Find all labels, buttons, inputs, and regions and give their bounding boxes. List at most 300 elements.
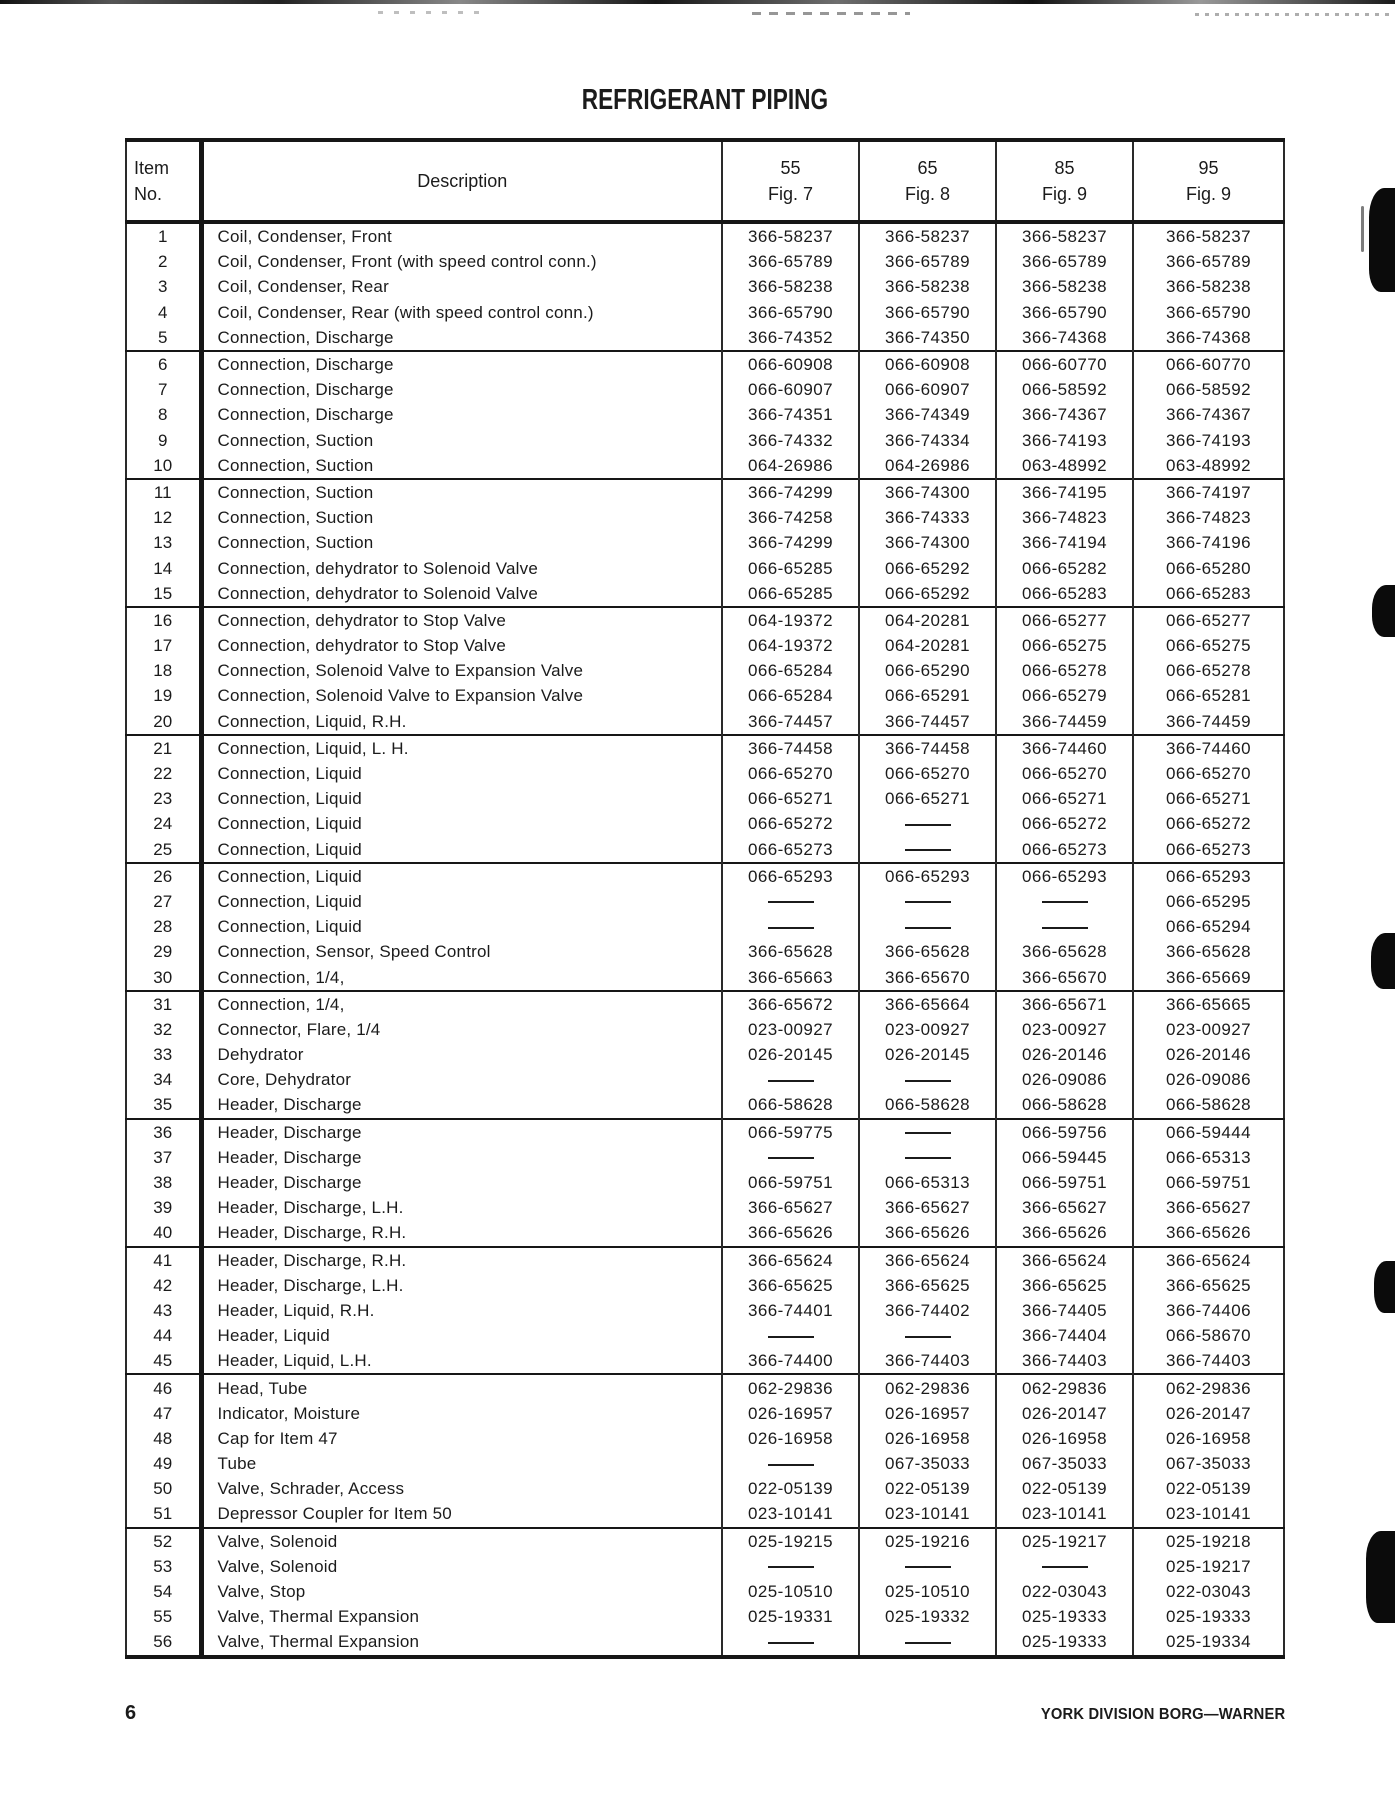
title-row (125, 84, 1285, 117)
scan-dots-artifact (752, 12, 910, 15)
table-row (126, 863, 1284, 889)
description-cell: Coil, Condenser, Rear (with speed control conn.) (201, 300, 722, 325)
part-number-cell: 366-74299 (722, 530, 859, 555)
table-row (126, 377, 1284, 402)
item-no-cell: 21 (126, 735, 201, 761)
part-number-cell: 366-74351 (722, 402, 859, 427)
item-no-cell: 30 (126, 964, 201, 990)
scan-edge-artifact (0, 0, 1395, 4)
part-number-cell: 066-60907 (859, 377, 996, 402)
part-number-cell (996, 914, 1133, 939)
part-number-cell: 366-65626 (996, 1220, 1133, 1246)
part-number-cell (722, 1067, 859, 1092)
part-number-cell: 066-58592 (1166, 380, 1251, 400)
item-no-cell: 43 (126, 1298, 201, 1323)
not-applicable-dash (905, 849, 951, 851)
part-number-cell: 366-74823 (1166, 508, 1251, 528)
part-number-cell: 366-65624 (722, 1247, 859, 1273)
table-row (126, 1042, 1284, 1067)
table-header (126, 140, 1284, 222)
part-number-cell: 067-35033 (996, 1451, 1133, 1476)
description-cell: Header, Discharge, R.H. (201, 1247, 722, 1273)
table-row (126, 1629, 1284, 1656)
part-number-cell: 066-60770 (1133, 351, 1284, 377)
part-number-cell: 366-74332 (722, 428, 859, 453)
part-number-cell: 026-20147 (1166, 1403, 1251, 1423)
part-number-cell: 066-65284 (722, 658, 859, 683)
part-number-cell: 366-58237 (722, 222, 859, 249)
model-fig: Fig. 8 (904, 184, 951, 204)
table-row (126, 939, 1284, 964)
part-number-cell: 366-58237 (996, 222, 1133, 249)
model-fig: Fig. 9 (1185, 184, 1232, 204)
item-no-cell: 28 (126, 914, 201, 939)
part-number-cell: 067-35033 (859, 1451, 996, 1476)
part-number-cell: 066-58670 (1166, 1326, 1251, 1346)
part-number-cell (722, 1554, 859, 1579)
description-cell: Valve, Stop (201, 1579, 722, 1604)
part-number-cell: 366-65626 (859, 1220, 996, 1246)
description-cell: Core, Dehydrator (201, 1067, 722, 1092)
part-number-cell: 066-65295 (1166, 891, 1251, 911)
not-applicable-dash (768, 1464, 814, 1466)
model-fig: Fig. 7 (767, 184, 814, 204)
part-number-cell: 066-65282 (996, 555, 1133, 580)
table-row (126, 402, 1284, 427)
part-number-cell: 025-19334 (1166, 1632, 1251, 1652)
part-number-cell: 366-65628 (722, 939, 859, 964)
part-number-cell (722, 914, 859, 939)
model-65-header (859, 140, 996, 222)
description-cell: Connection, Suction (201, 479, 722, 505)
part-number-cell: 062-29836 (859, 1374, 996, 1400)
part-number-cell: 366-74401 (722, 1298, 859, 1323)
table-row (126, 479, 1284, 505)
item-no-cell: 5 (126, 325, 201, 351)
part-number-cell: 067-35033 (1166, 1454, 1251, 1474)
item-no-cell: 25 (126, 837, 201, 863)
table-row (126, 1374, 1284, 1400)
item-no-cell: 29 (126, 939, 201, 964)
table-row (126, 1273, 1284, 1298)
item-no-cell: 13 (126, 530, 201, 555)
description-cell: Head, Tube (201, 1374, 722, 1400)
part-number-cell: 366-74458 (859, 735, 996, 761)
description-cell: Dehydrator (201, 1042, 722, 1067)
item-no-cell: 10 (126, 453, 201, 479)
part-number-cell: 066-65283 (996, 581, 1133, 607)
table-row (126, 505, 1284, 530)
part-number-cell: 366-65670 (996, 964, 1133, 990)
not-applicable-dash (768, 1566, 814, 1568)
parts-table-container (125, 138, 1285, 1659)
part-number-cell: 366-65626 (722, 1220, 859, 1246)
page-title: REFRIGERANT PIPING (581, 84, 829, 116)
part-number-cell: 066-65293 (722, 863, 859, 889)
description-cell: Connection, Liquid (201, 837, 722, 863)
part-number-cell: 066-65273 (996, 837, 1133, 863)
part-number-cell: 366-74460 (1133, 735, 1284, 761)
part-number-cell: 062-29836 (996, 1374, 1133, 1400)
part-number-cell: 366-65624 (996, 1247, 1133, 1273)
part-number-cell: 366-74403 (1166, 1351, 1251, 1371)
part-number-cell: 026-16957 (859, 1401, 996, 1426)
part-number-cell: 066-59444 (1133, 1119, 1284, 1145)
part-number-cell: 066-59751 (1166, 1173, 1251, 1193)
part-number-cell: 366-74404 (996, 1323, 1133, 1348)
description-cell: Connection, 1/4, (201, 991, 722, 1017)
description-cell: Header, Discharge, L.H. (201, 1195, 722, 1220)
description-cell: Connector, Flare, 1/4 (201, 1017, 722, 1042)
publisher-text: YORK DIVISION BORG—WARNER (1040, 1706, 1285, 1723)
part-number-cell: 066-65285 (722, 581, 859, 607)
item-no-cell: 48 (126, 1426, 201, 1451)
description-cell: Connection, Discharge (201, 325, 722, 351)
not-applicable-dash (905, 1566, 951, 1568)
description-cell: Depressor Coupler for Item 50 (201, 1501, 722, 1527)
table-row (126, 811, 1284, 836)
not-applicable-dash (905, 824, 951, 826)
part-number-cell: 366-74367 (1166, 405, 1251, 425)
part-number-cell: 025-19216 (859, 1528, 996, 1554)
part-number-cell: 366-58238 (722, 274, 859, 299)
table-row (126, 300, 1284, 325)
table-row (126, 1401, 1284, 1426)
item-no-cell: 22 (126, 761, 201, 786)
table-row (126, 530, 1284, 555)
table-row (126, 428, 1284, 453)
description-cell: Header, Liquid, L.H. (201, 1348, 722, 1374)
table-row (126, 1579, 1284, 1604)
scan-blob-artifact (1361, 206, 1364, 252)
description-cell: Connection, Liquid (201, 863, 722, 889)
part-number-cell (996, 1554, 1133, 1579)
description-cell: Connection, Solenoid Valve to Expansion Valve (201, 683, 722, 708)
part-number-cell: 064-19372 (722, 607, 859, 633)
part-number-cell: 025-19333 (996, 1629, 1133, 1656)
part-number-cell: 366-74195 (996, 479, 1133, 505)
not-applicable-dash (905, 927, 951, 929)
description-cell: Indicator, Moisture (201, 1401, 722, 1426)
model-size: 65 (917, 157, 938, 178)
part-number-cell: 366-74300 (859, 530, 996, 555)
item-no-cell: 45 (126, 1348, 201, 1374)
part-number-cell: 366-74300 (859, 479, 996, 505)
part-number-cell: 066-65278 (1166, 661, 1251, 681)
scan-blob-artifact (1372, 585, 1395, 637)
part-number-cell: 026-09086 (1166, 1070, 1251, 1090)
item-no-cell: 47 (126, 1401, 201, 1426)
part-number-cell: 366-65671 (996, 991, 1133, 1017)
part-number-cell: 063-48992 (996, 453, 1133, 479)
part-number-cell: 066-65272 (722, 811, 859, 836)
item-no-cell: 32 (126, 1017, 201, 1042)
part-number-cell: 366-65665 (1133, 991, 1284, 1017)
part-number-cell: 066-65275 (1166, 636, 1251, 656)
part-number-cell: 066-60908 (722, 351, 859, 377)
description-cell: Connection, dehydrator to Stop Valve (201, 633, 722, 658)
table-row (126, 991, 1284, 1017)
table-row (126, 325, 1284, 351)
not-applicable-dash (905, 1080, 951, 1082)
table-row (126, 1451, 1284, 1476)
item-no-cell: 37 (126, 1145, 201, 1170)
part-number-cell: 022-05139 (722, 1476, 859, 1501)
item-no-cell: 31 (126, 991, 201, 1017)
not-applicable-dash (768, 1080, 814, 1082)
item-no-cell: 8 (126, 402, 201, 427)
model-size: 95 (1198, 157, 1219, 178)
not-applicable-dash (768, 1642, 814, 1644)
description-header: Description (201, 140, 722, 222)
part-number-cell: 022-05139 (1166, 1479, 1251, 1499)
part-number-cell: 066-65279 (996, 683, 1133, 708)
scan-dots-artifact (1195, 13, 1395, 16)
not-applicable-dash (1042, 901, 1088, 903)
part-number-cell: 026-20145 (859, 1042, 996, 1067)
part-number-cell: 366-65790 (1166, 302, 1251, 322)
part-number-cell: 023-10141 (1166, 1504, 1251, 1524)
item-no-header-line2: No. (134, 184, 163, 204)
description-cell: Connection, Liquid, L. H. (201, 735, 722, 761)
part-number-cell: 064-26986 (722, 453, 859, 479)
table-row (126, 222, 1284, 249)
part-number-cell: 366-65789 (722, 249, 859, 274)
part-number-cell: 066-65271 (1166, 789, 1251, 809)
part-number-cell: 022-03043 (1166, 1582, 1251, 1602)
model-size: 85 (1054, 157, 1075, 178)
part-number-cell: 366-74196 (1166, 533, 1251, 553)
scan-blob-artifact (1369, 188, 1395, 292)
model-55-header (722, 140, 859, 222)
part-number-cell: 023-10141 (996, 1501, 1133, 1527)
item-no-cell: 44 (126, 1323, 201, 1348)
description-cell: Connection, dehydrator to Solenoid Valve (201, 555, 722, 580)
part-number-cell: 366-65627 (1166, 1198, 1251, 1218)
part-number-cell: 366-65672 (722, 991, 859, 1017)
part-number-cell: 366-65625 (859, 1273, 996, 1298)
part-number-cell: 064-20281 (859, 633, 996, 658)
item-no-cell: 11 (126, 479, 201, 505)
part-number-cell: 366-65627 (722, 1195, 859, 1220)
part-number-cell: 366-74406 (1166, 1300, 1251, 1320)
part-number-cell: 026-09086 (996, 1067, 1133, 1092)
part-number-cell: 026-16958 (1166, 1428, 1251, 1448)
part-number-cell: 366-74197 (1133, 479, 1284, 505)
part-number-cell: 066-65285 (722, 555, 859, 580)
description-cell: Valve, Schrader, Access (201, 1476, 722, 1501)
part-number-cell: 366-74457 (859, 709, 996, 735)
table-row (126, 274, 1284, 299)
part-number-cell: 366-74367 (996, 402, 1133, 427)
item-no-cell: 12 (126, 505, 201, 530)
not-applicable-dash (905, 1132, 951, 1134)
scan-blob-artifact (1366, 1531, 1395, 1623)
part-number-cell: 366-74349 (859, 402, 996, 427)
part-number-cell: 066-59751 (996, 1170, 1133, 1195)
item-no-cell: 19 (126, 683, 201, 708)
part-number-cell (722, 1145, 859, 1170)
part-number-cell: 066-65313 (1166, 1147, 1251, 1167)
description-cell: Header, Discharge (201, 1170, 722, 1195)
part-number-cell: 366-65627 (996, 1195, 1133, 1220)
description-cell: Coil, Condenser, Rear (201, 274, 722, 299)
part-number-cell: 366-65789 (1166, 252, 1251, 272)
part-number-cell (859, 1629, 996, 1656)
table-row (126, 607, 1284, 633)
description-cell: Valve, Solenoid (201, 1554, 722, 1579)
part-number-cell: 066-65290 (859, 658, 996, 683)
part-number-cell (859, 1067, 996, 1092)
description-cell: Header, Liquid (201, 1323, 722, 1348)
not-applicable-dash (768, 901, 814, 903)
table-row (126, 1195, 1284, 1220)
part-number-cell (859, 914, 996, 939)
part-number-cell: 366-65790 (859, 300, 996, 325)
table-row (126, 1145, 1284, 1170)
description-cell: Header, Discharge, L.H. (201, 1273, 722, 1298)
part-number-cell (996, 889, 1133, 914)
part-number-cell: 366-74400 (722, 1348, 859, 1374)
item-no-cell: 46 (126, 1374, 201, 1400)
part-number-cell (859, 889, 996, 914)
description-cell: Valve, Thermal Expansion (201, 1629, 722, 1656)
part-number-cell: 366-74460 (996, 735, 1133, 761)
part-number-cell: 366-58238 (859, 274, 996, 299)
refrigerant-piping-table (125, 138, 1285, 1659)
part-number-cell: 023-00927 (859, 1017, 996, 1042)
table-row (126, 1604, 1284, 1629)
item-no-cell: 7 (126, 377, 201, 402)
table-row (126, 1348, 1284, 1374)
table-row (126, 249, 1284, 274)
part-number-cell: 023-00927 (722, 1017, 859, 1042)
item-no-cell: 34 (126, 1067, 201, 1092)
part-number-cell: 066-65273 (722, 837, 859, 863)
part-number-cell: 066-65271 (722, 786, 859, 811)
table-row (126, 1092, 1284, 1118)
item-no-cell: 2 (126, 249, 201, 274)
table-row (126, 1017, 1284, 1042)
part-number-cell: 366-65625 (1166, 1275, 1251, 1295)
part-number-cell: 366-65624 (859, 1247, 996, 1273)
table-row (126, 1528, 1284, 1554)
item-no-cell: 17 (126, 633, 201, 658)
table-row (126, 555, 1284, 580)
item-no-cell: 18 (126, 658, 201, 683)
part-number-cell: 066-60907 (722, 377, 859, 402)
item-no-cell: 52 (126, 1528, 201, 1554)
part-number-cell: 366-74459 (1166, 711, 1251, 731)
model-size: 55 (780, 157, 801, 178)
part-number-cell: 366-65626 (1166, 1223, 1251, 1243)
part-number-cell: 366-74457 (722, 709, 859, 735)
table-row (126, 1220, 1284, 1246)
part-number-cell: 066-59751 (722, 1170, 859, 1195)
part-number-cell: 366-65625 (996, 1273, 1133, 1298)
description-cell: Connection, Liquid (201, 761, 722, 786)
part-number-cell: 062-29836 (1133, 1374, 1284, 1400)
part-number-cell: 366-74368 (996, 325, 1133, 351)
part-number-cell: 066-65291 (859, 683, 996, 708)
table-row (126, 761, 1284, 786)
not-applicable-dash (905, 1336, 951, 1338)
part-number-cell: 066-65272 (996, 811, 1133, 836)
part-number-cell: 366-74403 (859, 1348, 996, 1374)
table-row (126, 837, 1284, 863)
part-number-cell: 025-19331 (722, 1604, 859, 1629)
part-number-cell: 025-19332 (859, 1604, 996, 1629)
part-number-cell: 066-65270 (722, 761, 859, 786)
item-no-cell: 20 (126, 709, 201, 735)
part-number-cell: 066-65313 (859, 1170, 996, 1195)
part-number-cell: 366-74368 (1166, 327, 1251, 347)
part-number-cell: 366-74823 (996, 505, 1133, 530)
part-number-cell: 066-59756 (996, 1119, 1133, 1145)
description-cell: Coil, Condenser, Front (with speed control conn.) (201, 249, 722, 274)
part-number-cell: 023-00927 (996, 1017, 1133, 1042)
item-no-cell: 36 (126, 1119, 201, 1145)
part-number-cell: 026-16958 (722, 1426, 859, 1451)
part-number-cell: 366-65625 (722, 1273, 859, 1298)
description-cell: Coil, Condenser, Front (201, 222, 722, 249)
part-number-cell: 066-59775 (722, 1119, 859, 1145)
part-number-cell: 366-65790 (722, 300, 859, 325)
part-number-cell: 064-19372 (722, 633, 859, 658)
table-row (126, 658, 1284, 683)
part-number-cell: 025-19217 (996, 1528, 1133, 1554)
part-number-cell: 025-19218 (1133, 1528, 1284, 1554)
part-number-cell: 064-20281 (859, 607, 996, 633)
description-cell: Header, Liquid, R.H. (201, 1298, 722, 1323)
description-cell: Connection, Liquid, R.H. (201, 709, 722, 735)
part-number-cell: 066-65270 (996, 761, 1133, 786)
item-no-cell: 6 (126, 351, 201, 377)
part-number-cell: 025-10510 (859, 1579, 996, 1604)
part-number-cell: 366-65669 (1166, 967, 1251, 987)
item-no-cell: 53 (126, 1554, 201, 1579)
table-row (126, 683, 1284, 708)
item-no-cell: 39 (126, 1195, 201, 1220)
part-number-cell: 366-58237 (859, 222, 996, 249)
item-no-cell: 9 (126, 428, 201, 453)
item-no-cell: 56 (126, 1629, 201, 1656)
part-number-cell: 025-10510 (722, 1579, 859, 1604)
part-number-cell: 066-65283 (1166, 583, 1251, 603)
part-number-cell (722, 1629, 859, 1656)
item-no-cell: 49 (126, 1451, 201, 1476)
part-number-cell (859, 811, 996, 836)
description-cell: Connection, Suction (201, 530, 722, 555)
part-number-cell: 063-48992 (1166, 455, 1251, 475)
description-cell: Connection, Discharge (201, 351, 722, 377)
item-no-cell: 42 (126, 1273, 201, 1298)
part-number-cell: 066-58592 (996, 377, 1133, 402)
part-number-cell: 366-58238 (996, 274, 1133, 299)
part-number-cell: 026-16957 (722, 1401, 859, 1426)
part-number-cell: 066-65293 (1133, 863, 1284, 889)
table-row (126, 1170, 1284, 1195)
part-number-cell: 366-74194 (996, 530, 1133, 555)
part-number-cell: 366-74403 (996, 1348, 1133, 1374)
part-number-cell: 066-65271 (996, 786, 1133, 811)
item-no-cell: 41 (126, 1247, 201, 1273)
part-number-cell: 366-74350 (859, 325, 996, 351)
part-number-cell: 366-74193 (1166, 430, 1251, 450)
description-cell: Connection, Suction (201, 505, 722, 530)
part-number-cell: 066-59445 (996, 1145, 1133, 1170)
part-number-cell: 366-74352 (722, 325, 859, 351)
